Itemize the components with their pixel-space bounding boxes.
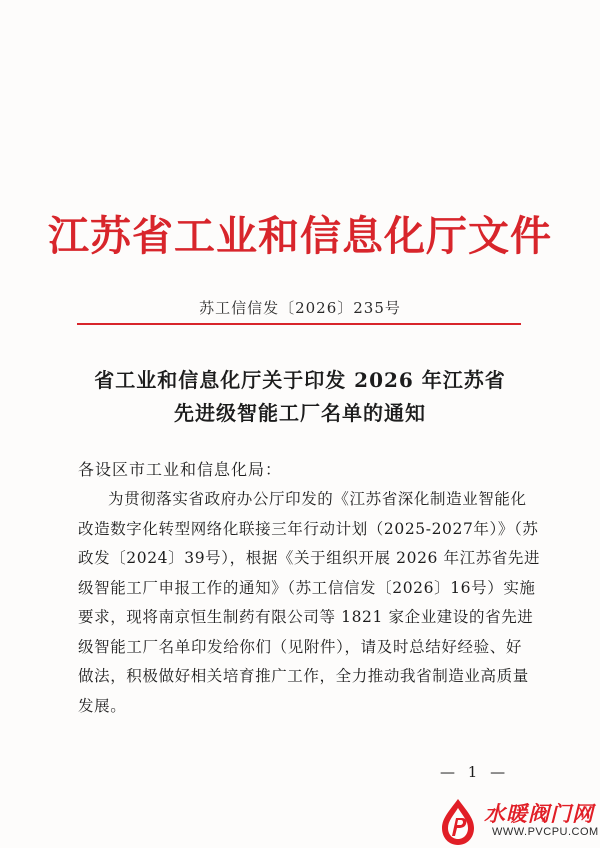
- document-number: 苏工信信发〔2026〕235号: [199, 299, 401, 317]
- issuer-header-title: 江苏省工业和信息化厅文件: [48, 212, 552, 260]
- body-line: 级智能工厂申报工作的通知》（苏工信信发〔2026〕16号）实施: [78, 578, 536, 597]
- body-line: 改造数字化转型网络化联接三年行动计划（2025-2027年）》（苏: [78, 519, 539, 538]
- notice-title: [0, 364, 600, 430]
- site-watermark: [432, 796, 600, 848]
- body-line: 发展。: [78, 696, 127, 715]
- red-divider-line: [77, 323, 521, 325]
- body-line: 做法，积极做好相关培育推广工作，全力推动我省制造业高质量: [78, 667, 529, 685]
- notice-title-line-2: 先进级智能工厂名单的通知: [174, 401, 426, 425]
- body-line: 级智能工厂名单印发给你们（见附件），请及时总结好经验、好: [78, 637, 522, 656]
- body-line: 为贯彻落实省政府办公厅印发的《江苏省深化制造业智能化: [108, 490, 527, 508]
- watermark-brand-text: 水暖阀门网: [484, 802, 594, 826]
- watermark-url-text: WWW.PVCPU.COM: [492, 826, 599, 838]
- addressee: 各设区市工业和信息化局：: [78, 460, 283, 479]
- body-line: 要求，现将南京恒生制药有限公司等 1821 家企业建设的省先进: [78, 608, 534, 626]
- watermark-logo-icon: [432, 796, 484, 848]
- page-number: — 1 —: [440, 763, 510, 781]
- body-line: 政发〔2024〕39号），根据《关于组织开展 2026 年江苏省先进: [78, 549, 541, 567]
- notice-title-line-1: 省工业和信息化厅关于印发 2026 年江苏省: [94, 368, 506, 392]
- body-paragraph: [78, 485, 541, 721]
